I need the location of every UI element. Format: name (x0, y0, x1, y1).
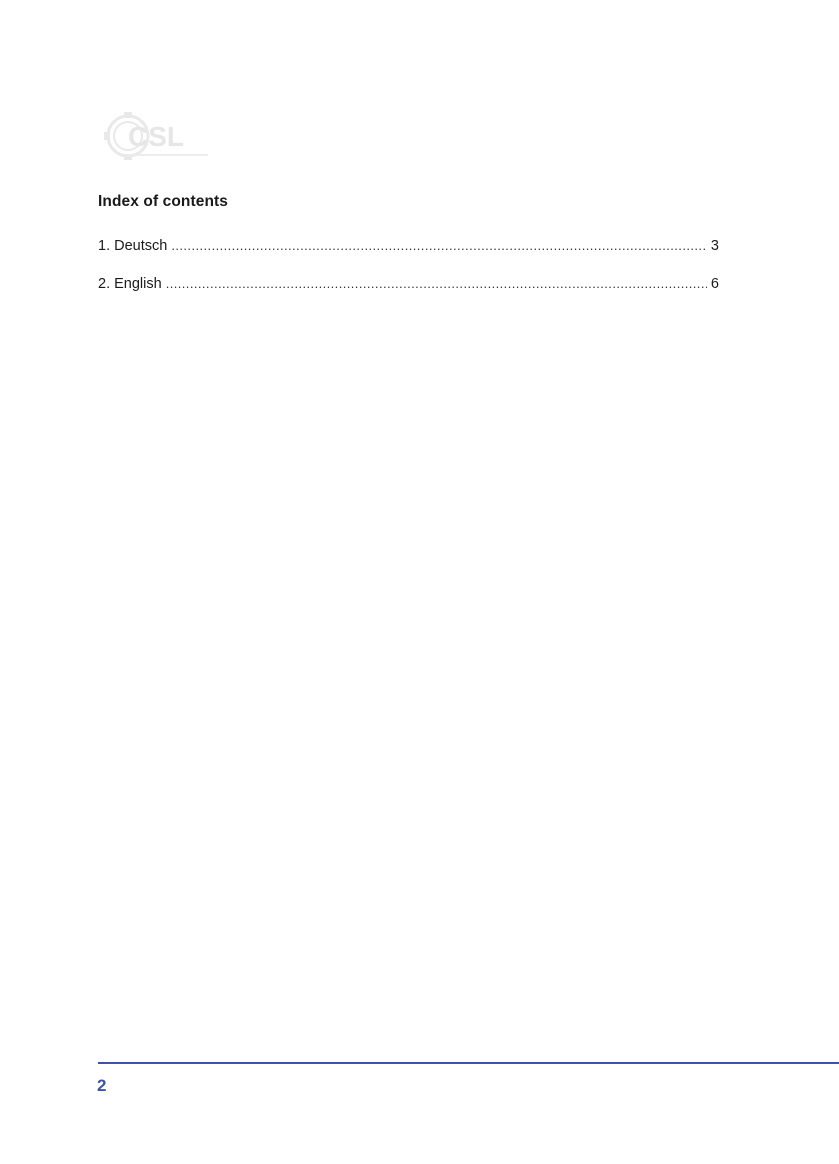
toc-entry-english[interactable] (98, 276, 719, 314)
toc-entry-title: 2. English (98, 276, 162, 292)
toc-entry-deutsch[interactable] (98, 238, 719, 276)
toc-heading: Index of contents (98, 193, 229, 210)
csl-logo-watermark-icon (104, 108, 214, 164)
toc-entry-page: 6 (710, 276, 719, 292)
svg-text:CSL: CSL (128, 121, 184, 152)
page-number: 2 (97, 1076, 107, 1095)
toc-entry-title: 1. Deutsch (98, 238, 168, 254)
toc-dot-leader (171, 238, 707, 254)
table-of-contents (98, 238, 719, 314)
footer-divider (98, 1062, 839, 1064)
toc-dot-leader (166, 276, 707, 292)
toc-entry-page: 3 (710, 238, 719, 254)
